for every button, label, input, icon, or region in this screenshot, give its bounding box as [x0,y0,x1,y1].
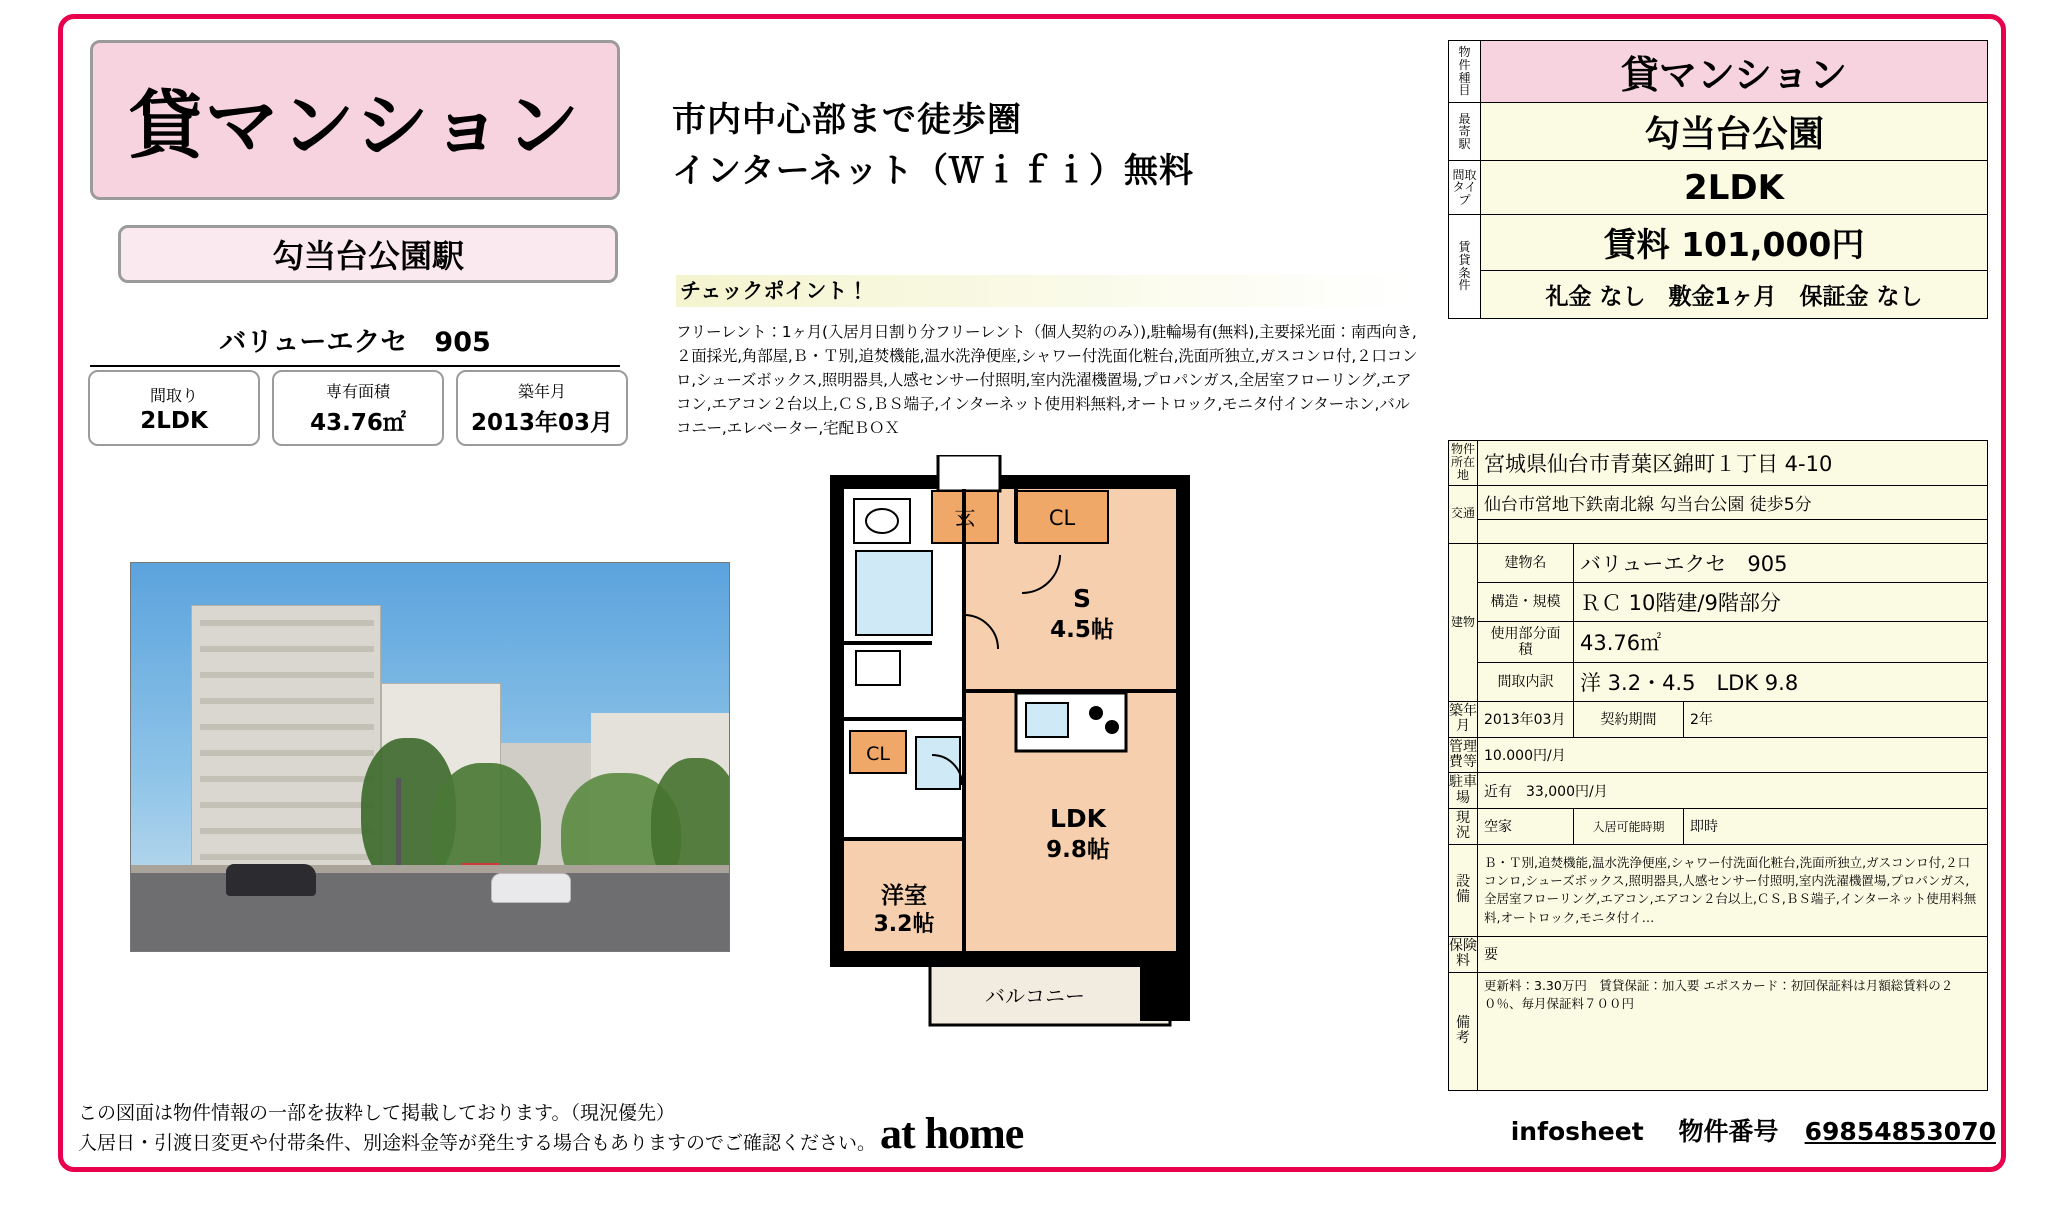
detail-sublabel-area: 使用部分面積 [1478,621,1574,662]
athome-logo [880,1108,1023,1159]
detail-label-equip: 設 備 [1449,844,1478,936]
summary-value-deposit: 礼金 なし 敷金1ヶ月 保証金 なし [1481,271,1988,319]
station-box [118,225,618,283]
detail-value-parking: 近有 33,000円/月 [1478,773,1988,809]
detail-row-structure [1449,582,1988,621]
catch-line-2: インターネット（Ｗｉｆｉ）無料 [672,151,1194,191]
detail-value-structure: ＲＣ 10階建/9階部分 [1574,582,1988,621]
detail-label-mgmt: 管理費等 [1449,737,1478,773]
detail-value-layout-detail: 洋 3.2・4.5 LDK 9.8 [1574,662,1988,701]
detail-sublabel-building-name: 建物名 [1478,543,1574,582]
photo-building-main [191,605,381,875]
summary-label-conditions: 賃 貸 条 件 [1449,215,1481,319]
summary-label-station: 最 寄 駅 [1449,103,1481,161]
catch-line-1: 市内中心部まで徒歩圏 [672,100,1022,140]
detail-value-movein: 即時 [1684,809,1988,845]
floorplan-closet-2-label: CL [866,743,890,765]
detail-row-address [1449,441,1988,486]
summary-value-layout: 2LDK [1481,161,1988,215]
detail-row-building-name [1449,543,1988,582]
detail-value-address: 宮城県仙台市青葉区錦町１丁目 4-10 [1478,441,1988,486]
summary-value-rent: 賃料 101,000円 [1481,215,1988,271]
detail-sublabel-layout-detail: 間取内訳 [1478,662,1574,701]
detail-value-access1: 仙台市営地下鉄南北線 勾当台公園 徒歩5分 [1478,485,1988,519]
floorplan-balcony-label: バルコニー [985,984,1085,1008]
floorplan-closet-1-label: CL [1048,506,1076,530]
footer-note-line-2: 入居日・引渡日変更や付帯条件、別途料金等が発生する場合もありますのでご確認ください。 [78,1132,877,1155]
spec-layout [88,370,260,446]
detail-row-parking [1449,773,1988,809]
station-label: 勾当台公園駅 [271,237,464,275]
infosheet-label: infosheet [1510,1117,1644,1146]
detail-label-access: 交通 [1449,485,1478,543]
summary-label-layout: 間取 タイプ [1449,161,1481,215]
summary-row-deposit [1449,271,1988,319]
floorplan-entrance-label: 玄 [954,506,976,530]
detail-row-area [1449,621,1988,662]
detail-value-insurance: 要 [1478,936,1988,972]
detail-value-access2 [1478,519,1988,543]
summary-row-rent [1449,215,1988,271]
exterior-photo [130,562,730,952]
detail-row-equip [1449,844,1988,936]
spec-layout-label: 間取り [149,385,198,405]
detail-label-building: 建物 [1449,543,1478,701]
detail-value-contract: 2年 [1684,701,1988,737]
summary-table [1448,40,1988,319]
check-point-title: チェックポイント！ [676,275,1411,307]
detail-label-movein: 入居可能時期 [1574,809,1684,845]
floorplan-room-western-size: 3.2帖 [873,912,935,937]
property-type-title: 貸マンション [128,83,582,169]
property-number-value: 69854853070 [1804,1117,1996,1146]
athome-logo-text: at home [880,1109,1024,1158]
detail-label-remarks: 備 考 [1449,972,1478,1090]
summary-value-type: 貸マンション [1481,41,1988,103]
spec-built [456,370,628,446]
detail-row-access1 [1449,485,1988,519]
catch-copy [672,95,1412,197]
detail-row-status [1449,809,1988,845]
detail-label-contract: 契約期間 [1574,701,1684,737]
detail-label-address: 物件所在地 [1449,441,1478,486]
detail-value-building-name: バリューエクセ 905 [1574,543,1988,582]
detail-label-status: 現 況 [1449,809,1478,845]
detail-value-built: 2013年03月 [1478,701,1574,737]
floorplan-room-western-name: 洋室 [881,883,927,909]
spec-layout-value: 2LDK [140,407,208,434]
detail-value-status: 空家 [1478,809,1574,845]
detail-table [1448,440,1988,1091]
detail-row-insurance [1449,936,1988,972]
detail-row-remarks [1449,972,1988,1090]
property-number-label: 物件番号 [1678,1117,1779,1146]
floorplan-room-s-size: 4.5帖 [1050,617,1114,643]
spec-area-value: 43.76㎡ [310,410,406,436]
detail-value-remarks: 更新料：3.30万円 賃貸保証：加入要 エポスカード：初回保証料は月額総賃料の２０％、毎月保証料７００円 [1478,972,1988,1090]
detail-sublabel-structure: 構造・規模 [1478,582,1574,621]
infosheet-block [1511,1112,1996,1148]
detail-row-layout-detail [1449,662,1988,701]
check-point-body: フリーレント：1ヶ月(入居月日割り分フリーレント（個人契約のみ）),駐輪場有(無料),主要採光面：南西向き,２面採光,角部屋,Ｂ・Ｔ別,追焚機能,温水洗浄便座,シャワー付洗面化粧台,洗面所独立,ガスコンロ付,２口コンロ,シューズボックス,照明器具,人感センサー付照明,室内洗濯機置場,プロパンガス,全居室フローリング,エアコン,エアコン２台以上,ＣＳ,ＢＳ端子,インターネット使用料無料,オートロック,モニタ付インターホン,バルコニー,エレベーター,宅配ＢＯＸ [676,323,1418,438]
property-type-box [90,40,620,200]
photo-car-1 [226,864,316,896]
photo-car-2 [491,873,571,903]
detail-value-area: 43.76㎡ [1574,621,1988,662]
building-name: バリューエクセ 905 [90,320,620,367]
floorplan-room-ldk-name: LDK [1049,804,1107,833]
spec-area [272,370,444,446]
detail-row-mgmt [1449,737,1988,773]
detail-row-access2 [1449,519,1988,543]
floorplan-room-s-name: S [1072,584,1092,613]
spec-row [88,370,628,446]
summary-value-station: 勾当台公園 [1481,103,1988,161]
footer-note-line-1: この図面は物件情報の一部を抜粋して掲載しております。（現況優先） [78,1102,675,1124]
floor-plan [820,455,1220,1075]
spec-built-value: 2013年03月 [470,410,614,436]
spec-built-label: 築年月 [517,382,566,401]
detail-label-insurance: 保険料 [1449,936,1478,972]
detail-label-built: 築年月 [1449,701,1478,737]
detail-value-equip: Ｂ・Ｔ別,追焚機能,温水洗浄便座,シャワー付洗面化粧台,洗面所独立,ガスコンロ付,２口コンロ,シューズボックス,照明器具,人感センサー付照明,室内洗濯機置場,プロパンガス,全居室フローリング,エアコン,エアコン２台以上,ＣＳ,ＢＳ端子,インターネット使用料無料,オートロック,モニタ付イ… [1478,844,1988,936]
summary-row-type [1449,41,1988,103]
spec-area-label: 専有面積 [325,382,390,401]
detail-row-built [1449,701,1988,737]
summary-row-station [1449,103,1988,161]
summary-label-type: 物 件 種 目 [1449,41,1481,103]
detail-label-parking: 駐車場 [1449,773,1478,809]
photo-road [131,873,729,951]
detail-value-mgmt: 10.000円/月 [1478,737,1988,773]
floorplan-room-ldk-size: 9.8帖 [1046,837,1110,863]
footer-note [78,1098,978,1159]
summary-row-layout [1449,161,1988,215]
